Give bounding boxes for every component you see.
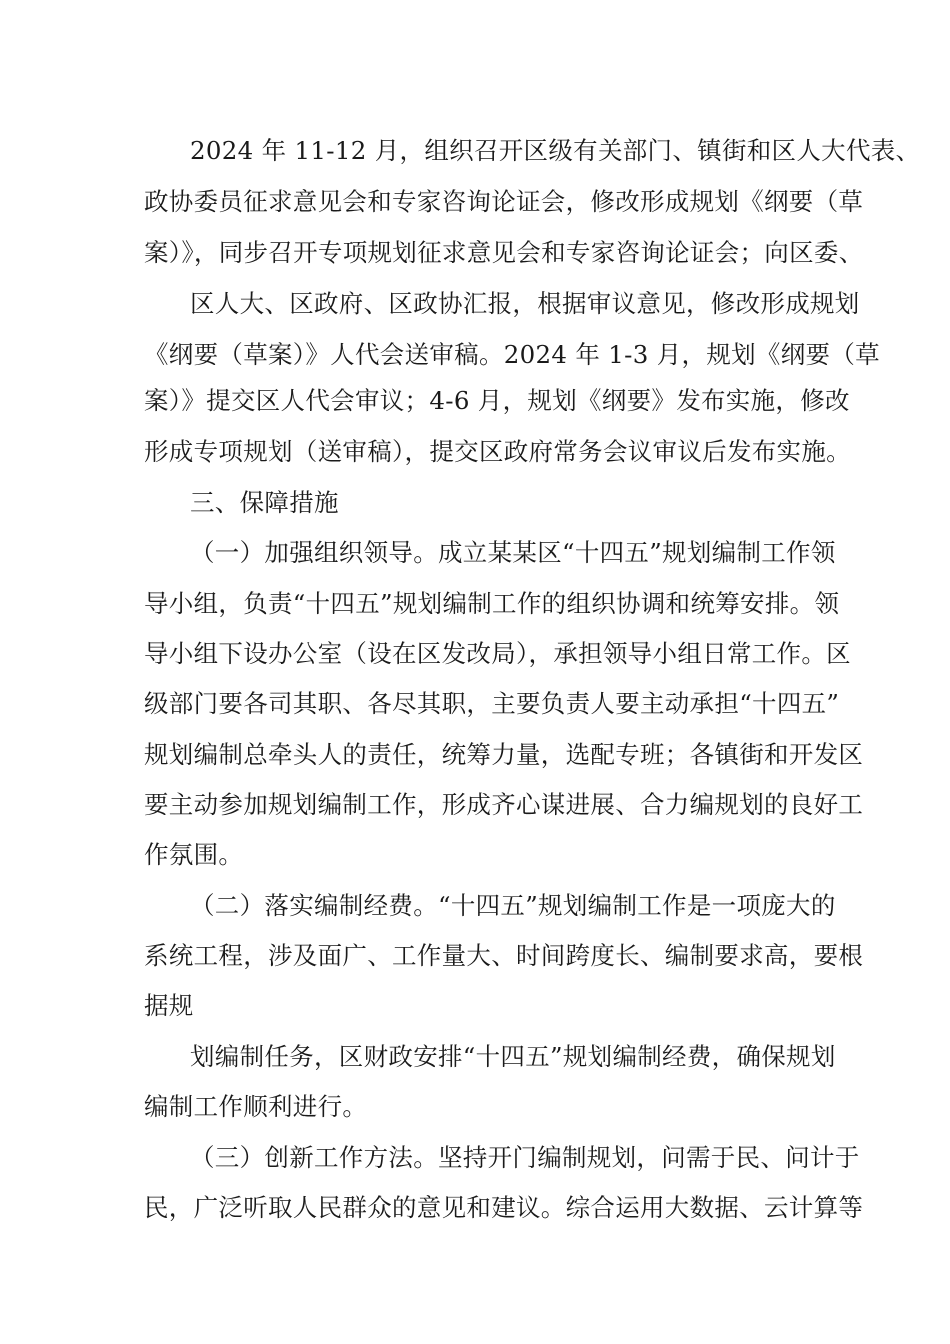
paragraph-line: 据规 <box>144 991 194 1020</box>
paragraph-line: 导小组下设办公室（设在区发改局），承担领导小组日常工作。区 <box>144 639 851 668</box>
paragraph-line: 2024 年 11-12 月，组织召开区级有关部门、镇街和区人大代表、 <box>190 136 921 165</box>
paragraph-line: 级部门要各司其职、各尽其职，主要负责人要主动承担“十四五” <box>144 689 840 718</box>
paragraph-line: （一）加强组织领导。成立某某区“十四五”规划编制工作领 <box>190 538 836 567</box>
paragraph-line: 编制工作顺利进行。 <box>144 1092 368 1121</box>
paragraph-line: 形成专项规划（送审稿），提交区政府常务会议审议后发布实施。 <box>144 437 851 466</box>
paragraph-line: 《纲要（草案）》人代会送审稿。2024 年 1-3 月，规划《纲要（草 <box>144 340 880 369</box>
paragraph-line: 导小组，负责“十四五”规划编制工作的组织协调和统筹安排。领 <box>144 589 840 618</box>
paragraph-line: （三）创新工作方法。坚持开门编制规划，问需于民、问计于 <box>190 1143 860 1172</box>
paragraph-line: 规划编制总牵头人的责任，统筹力量，选配专班；各镇街和开发区 <box>144 740 864 769</box>
paragraph-line: 作氛围。 <box>144 840 244 869</box>
paragraph-line: 划编制任务，区财政安排“十四五”规划编制经费，确保规划 <box>190 1042 836 1071</box>
paragraph-line: （二）落实编制经费。“十四五”规划编制工作是一项庞大的 <box>190 891 836 920</box>
paragraph-line: 要主动参加规划编制工作，形成齐心谋进展、合力编规划的良好工 <box>144 790 864 819</box>
paragraph-line: 区人大、区政府、区政协汇报，根据审议意见，修改形成规划 <box>190 289 860 318</box>
paragraph-line: 案）》提交区人代会审议；4-6 月，规划《纲要》发布实施，修改 <box>144 386 850 415</box>
section-heading: 三、保障措施 <box>190 488 339 517</box>
paragraph-line: 民，广泛听取人民群众的意见和建议。综合运用大数据、云计算等 <box>144 1193 864 1222</box>
paragraph-line: 案）》，同步召开专项规划征求意见会和专家咨询论证会；向区委、 <box>144 238 864 267</box>
paragraph-line: 政协委员征求意见会和专家咨询论证会，修改形成规划《纲要（草 <box>144 187 864 216</box>
paragraph-line: 系统工程，涉及面广、工作量大、时间跨度长、编制要求高，要根 <box>144 941 864 970</box>
